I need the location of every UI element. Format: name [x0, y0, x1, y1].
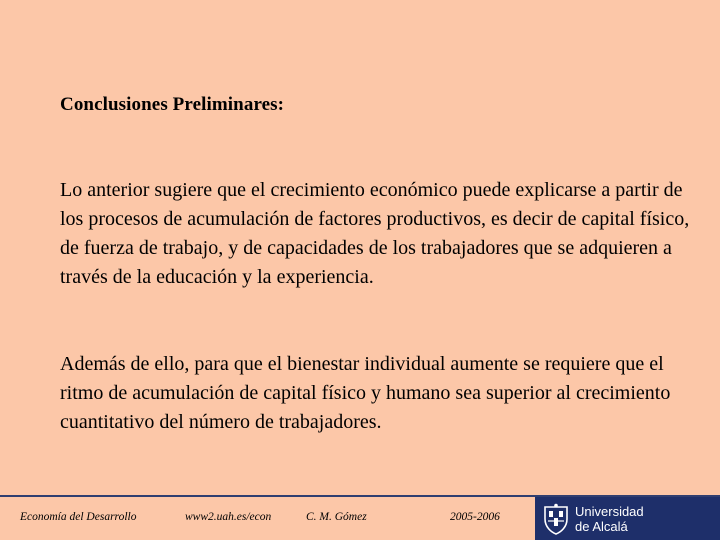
- footer-website: www2.uah.es/econ: [185, 511, 272, 523]
- logo-line-1: Universidad: [575, 504, 644, 519]
- footer-years: 2005-2006: [450, 511, 500, 523]
- university-crest-icon: [542, 503, 570, 535]
- logo-wordmark: [575, 504, 644, 534]
- footer-course: Economía del Desarrollo: [20, 511, 137, 523]
- paragraph-2: Además de ello, para que el bienestar individual aumente se requiere que el ritmo de acumulación de capital físico y humano sea superior al crecimiento cuantitativo del número de trabajadores.: [60, 353, 671, 433]
- slide-heading: Conclusiones Preliminares:: [60, 94, 285, 115]
- slide-footer: [0, 495, 720, 540]
- footer-author: C. M. Gómez: [306, 511, 367, 523]
- university-logo: [535, 497, 720, 540]
- logo-line-2: de Alcalá: [575, 519, 628, 534]
- paragraph-1: Lo anterior sugiere que el crecimiento económico puede explicarse a partir de los procesos de acumulación de factores productivos, es decir de capital físico, de fuerza de trabajo, y de capacidades de los trabajadores que se adquieren a través de la educación y la experiencia.: [60, 179, 690, 288]
